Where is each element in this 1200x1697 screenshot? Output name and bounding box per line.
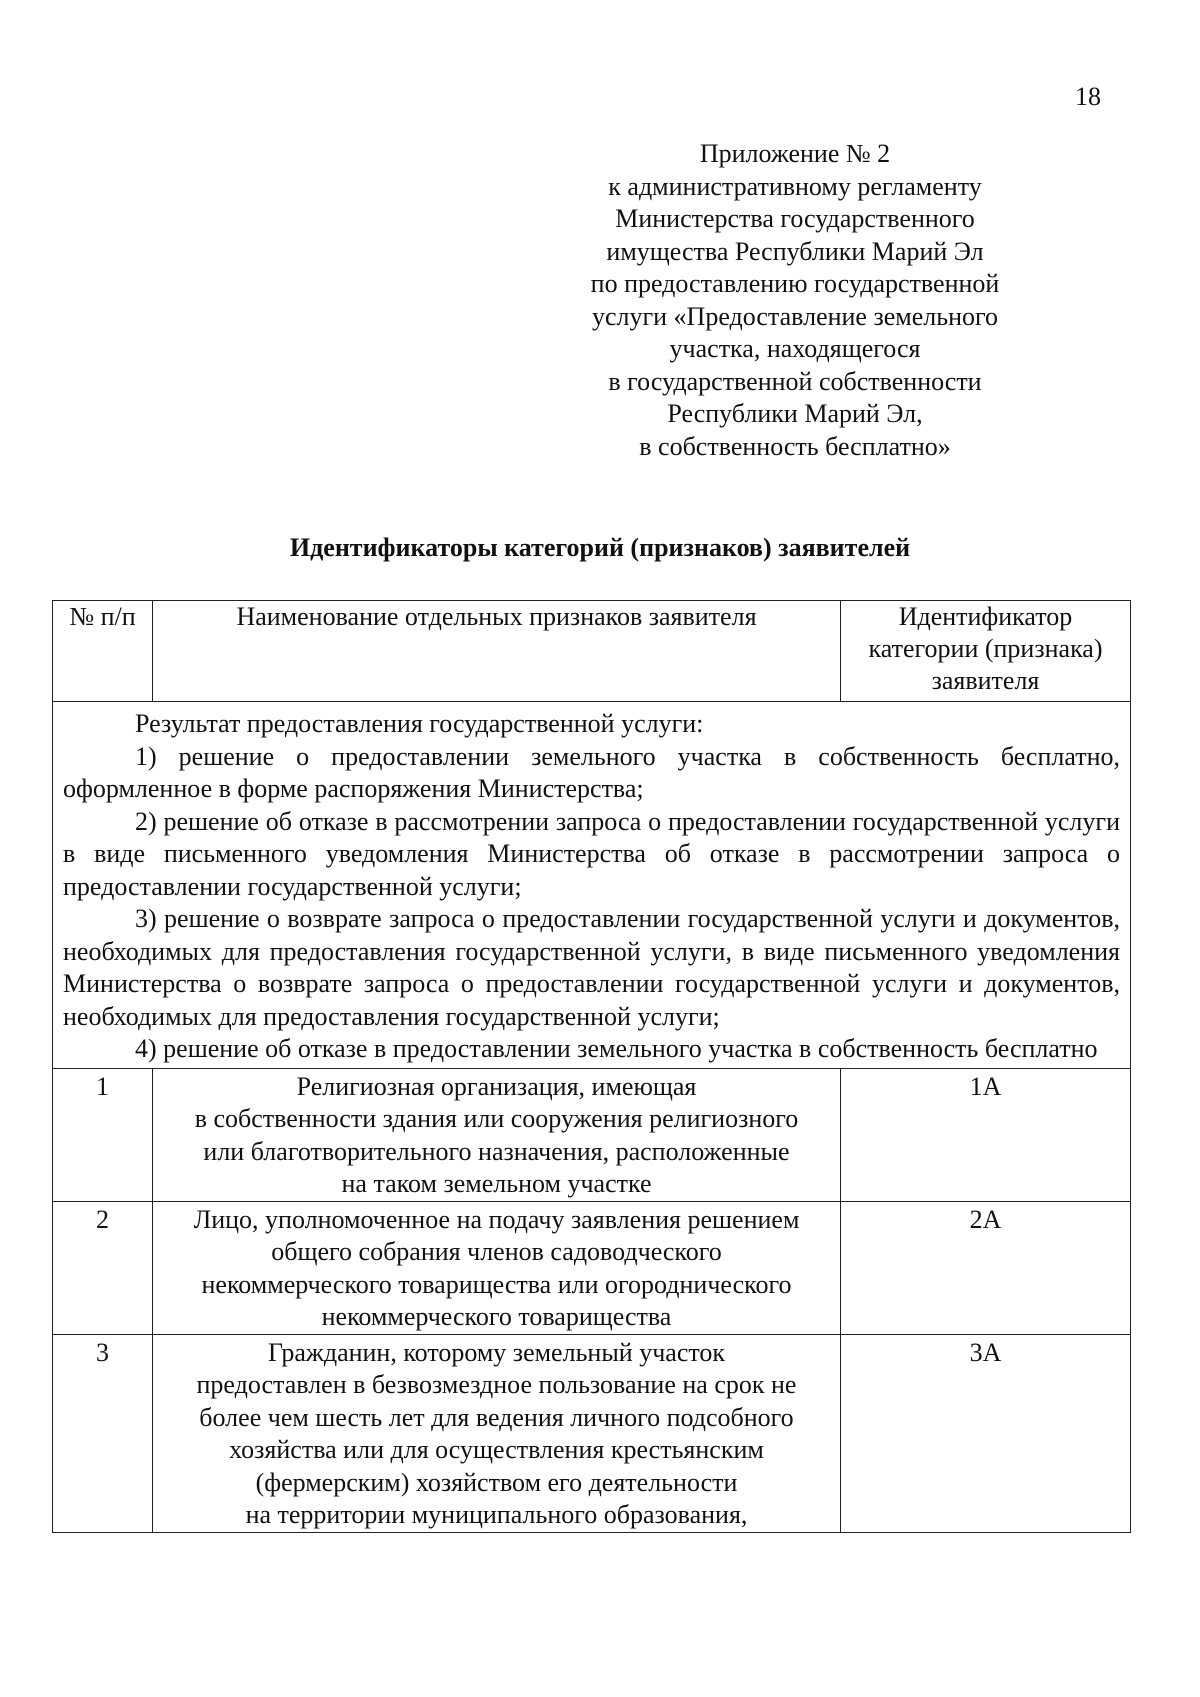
row-description-line: некоммерческого товарищества или огороднического <box>201 1269 792 1299</box>
header-name: Наименование отдельных признаков заявителя <box>153 601 841 702</box>
row-description <box>153 1334 841 1532</box>
appendix-line: в государственной собственности <box>608 366 982 396</box>
header-code-line: Идентификатор <box>898 602 1073 631</box>
row-number: 3 <box>53 1334 153 1532</box>
result-cell <box>53 702 1131 1069</box>
appendix-header <box>570 138 1020 463</box>
row-description <box>153 1068 841 1201</box>
row-description-line: некоммерческого товарищества <box>321 1302 672 1331</box>
row-description-line: или благотворительного назначения, расположенные <box>203 1136 790 1166</box>
row-description-line: на таком земельном участке <box>341 1169 652 1198</box>
table-row <box>53 1201 1131 1334</box>
appendix-line: имущества Республики Марий Эл <box>606 236 984 266</box>
row-description-line: более чем шесть лет для ведения личного подсобного <box>199 1402 794 1432</box>
identifiers-table <box>52 600 1131 1533</box>
appendix-line: Республики Марий Эл, <box>667 399 923 428</box>
appendix-line: к административному регламенту <box>608 171 982 201</box>
row-identifier: 3А <box>841 1334 1131 1532</box>
row-description-line: в собственности здания или сооружения религиозного <box>194 1104 799 1133</box>
row-number: 1 <box>53 1068 153 1201</box>
document-title: Идентификаторы категорий (признаков) заявителей <box>289 533 911 562</box>
row-number: 2 <box>53 1201 153 1334</box>
row-description-line: (фермерским) хозяйством его деятельности <box>255 1467 738 1497</box>
header-code <box>841 601 1131 702</box>
result-item: 2) решение об отказе в рассмотрении запроса о предоставлении государственной услуги в виде письменного уведомления Министерства об отказе в рассмотрении запроса о предоставлении государственной услуги; <box>63 806 1120 901</box>
row-description-line: предоставлен в безвозмездное пользование на срок не <box>196 1370 797 1399</box>
row-description-line: на территории муниципального образования, <box>245 1500 748 1529</box>
row-identifier: 1А <box>841 1068 1131 1201</box>
row-description-line: общего собрания членов садоводческого <box>271 1237 722 1266</box>
row-description <box>153 1201 841 1334</box>
appendix-line: по предоставлению государственной <box>590 269 1000 298</box>
result-item: 4) решение об отказе в предоставлении земельного участка в собственность бесплатно <box>135 1034 1098 1063</box>
result-item: 1) решение о предоставлении земельного участка в собственность бесплатно, оформленное в форме распоряжения Министерства; <box>63 741 1120 803</box>
appendix-line: услуги «Предоставление земельного <box>591 301 999 331</box>
header-code-line: заявителя <box>931 666 1040 695</box>
appendix-line: в собственность бесплатно» <box>639 431 951 461</box>
appendix-line: Министерства государственного <box>615 204 975 233</box>
result-row <box>53 702 1131 1069</box>
row-description-line: Религиозная организация, имеющая <box>296 1071 697 1101</box>
appendix-line: Приложение № 2 <box>699 139 891 168</box>
table-header-row <box>53 601 1131 702</box>
page-number: 18 <box>1075 82 1101 111</box>
row-description-line: Лицо, уполномоченное на подачу заявления решением <box>193 1204 800 1234</box>
header-num: № п/п <box>53 601 153 702</box>
appendix-line: участка, находящегося <box>669 334 921 363</box>
table-row <box>53 1068 1131 1201</box>
result-intro: Результат предоставления государственной услуги: <box>135 709 704 738</box>
row-description-line: Гражданин, которому земельный участок <box>267 1337 726 1367</box>
header-code-line: категории (признака) <box>868 634 1103 663</box>
result-item: 3) решение о возврате запроса о предоставлении государственной услуги и документов, необходимых для предоставления государственной услуги, в виде письменного уведомления Министерства о возврате запроса о предоставлении государственной услуги и документов, необходимых для предоставления государственной услуги; <box>63 904 1120 1031</box>
row-description-line: хозяйства или для осуществления крестьянским <box>229 1435 764 1464</box>
row-identifier: 2А <box>841 1201 1131 1334</box>
table-row <box>53 1334 1131 1532</box>
